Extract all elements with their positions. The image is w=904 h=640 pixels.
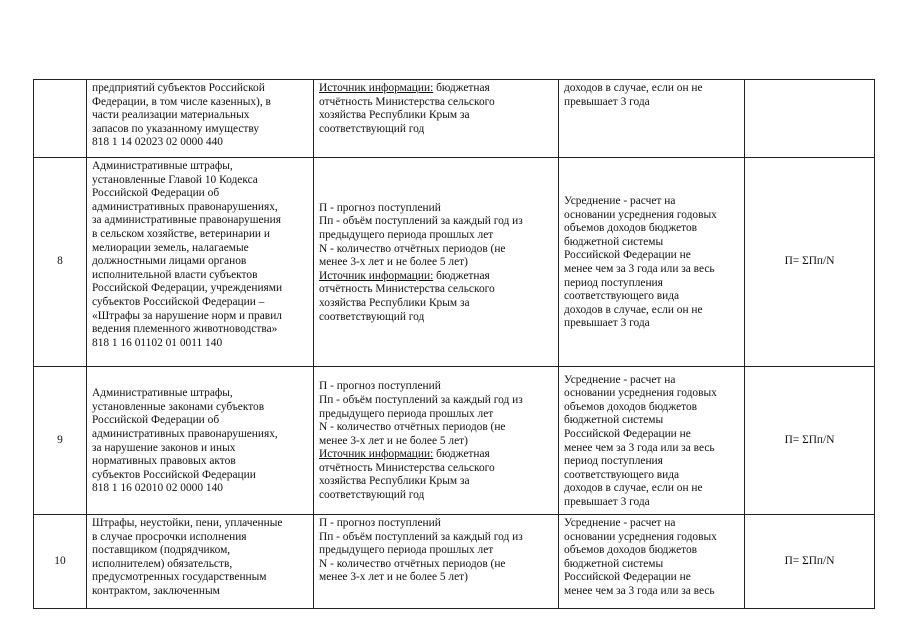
formula-cell: П= ΣПп/N (745, 158, 875, 367)
row-number (34, 80, 87, 158)
forecast-text: П - прогноз поступлений Пп - объём поступлений за каждый год из предыдущего периода прошлых лет N - количество отчётных периодов (не менее 3-х лет и не более 5 лет) (319, 201, 523, 269)
calculation-description-cell (314, 158, 559, 367)
source-label: Источник информации: (319, 269, 434, 282)
forecast-text: П - прогноз поступлений Пп - объём поступлений за каждый год из предыдущего периода прошлых лет N - количество отчётных периодов (не менее 3-х лет и не более 5 лет) (319, 517, 523, 584)
source-text: бюджетная отчётность Министерства сельского хозяйства Республики Крым за соответствующий год (319, 448, 495, 502)
source-label: Источник информации: (319, 448, 434, 461)
table-row (34, 515, 875, 609)
table-row (34, 158, 875, 367)
revenue-name-cell: Административные штрафы, установленные Главой 10 Кодекса Российской Федерации об административных правонарушениях, за административные правонарушения в сельском хозяйстве, ветеринарии и мелиорации земель, налагаемые должностными лицами органов исполнительной власти субъектов Российской Федерации, учреждениями субъектов Российской Федерации – «Штрафы за нарушение норм и правил ведения племенного животноводства» 818 1 16 01102 01 0011 140 (87, 158, 314, 367)
source-text: бюджетная отчётность Министерства сельского хозяйства Республики Крым за соответствующий год (319, 82, 495, 135)
calculation-description-cell (314, 367, 559, 515)
row-number: 10 (34, 515, 87, 609)
revenue-name-cell: Штрафы, неустойки, пени, уплаченные в случае просрочки исполнения поставщиком (подрядчиком, исполнителем) обязательств, предусмотренных государственным контрактом, заключенным (87, 515, 314, 609)
formula-cell: П= ΣПп/N (745, 515, 875, 609)
calculation-description-cell (314, 80, 559, 158)
source-text: бюджетная отчётность Министерства сельского хозяйства Республики Крым за соответствующий год (319, 269, 495, 323)
formula-cell: П= ΣПп/N (745, 367, 875, 515)
calculation-description-cell (314, 515, 559, 609)
revenue-name-cell: предприятий субъектов Российской Федерации, в том числе казенных), в части реализации материальных запасов по указанному имуществу 818 1 14 02023 02 0000 440 (87, 80, 314, 158)
method-cell: Усреднение - расчет на основании усреднения годовых объемов доходов бюджетов бюджетной системы Российской Федерации не менее чем за 3 года или за весь период поступления соответствующего вида доходов в случае, если он не превышает 3 года (559, 367, 745, 515)
method-cell: доходов в случае, если он не превышает 3 года (559, 80, 745, 158)
method-cell: Усреднение - расчет на основании усреднения годовых объемов доходов бюджетов бюджетной системы Российской Федерации не менее чем за 3 года или за весь (559, 515, 745, 609)
revenue-forecast-table (33, 79, 875, 609)
revenue-name-cell: Административные штрафы, установленные законами субъектов Российской Федерации об административных правонарушениях, за нарушение законов и иных нормативных правовых актов субъектов Российской Федерации 818 1 16 02010 02 0000 140 (87, 367, 314, 515)
row-number: 8 (34, 158, 87, 367)
table-row (34, 367, 875, 515)
source-label: Источник информации: (319, 82, 434, 94)
row-number: 9 (34, 367, 87, 515)
table-row (34, 80, 875, 158)
forecast-text: П - прогноз поступлений Пп - объём поступлений за каждый год из предыдущего периода прошлых лет N - количество отчётных периодов (не менее 3-х лет и не более 5 лет) (319, 380, 523, 447)
method-cell: Усреднение - расчет на основании усреднения годовых объемов доходов бюджетов бюджетной системы Российской Федерации не менее чем за 3 года или за весь период поступления соответствующего вида доходов в случае, если он не превышает 3 года (559, 158, 745, 367)
formula-cell (745, 80, 875, 158)
